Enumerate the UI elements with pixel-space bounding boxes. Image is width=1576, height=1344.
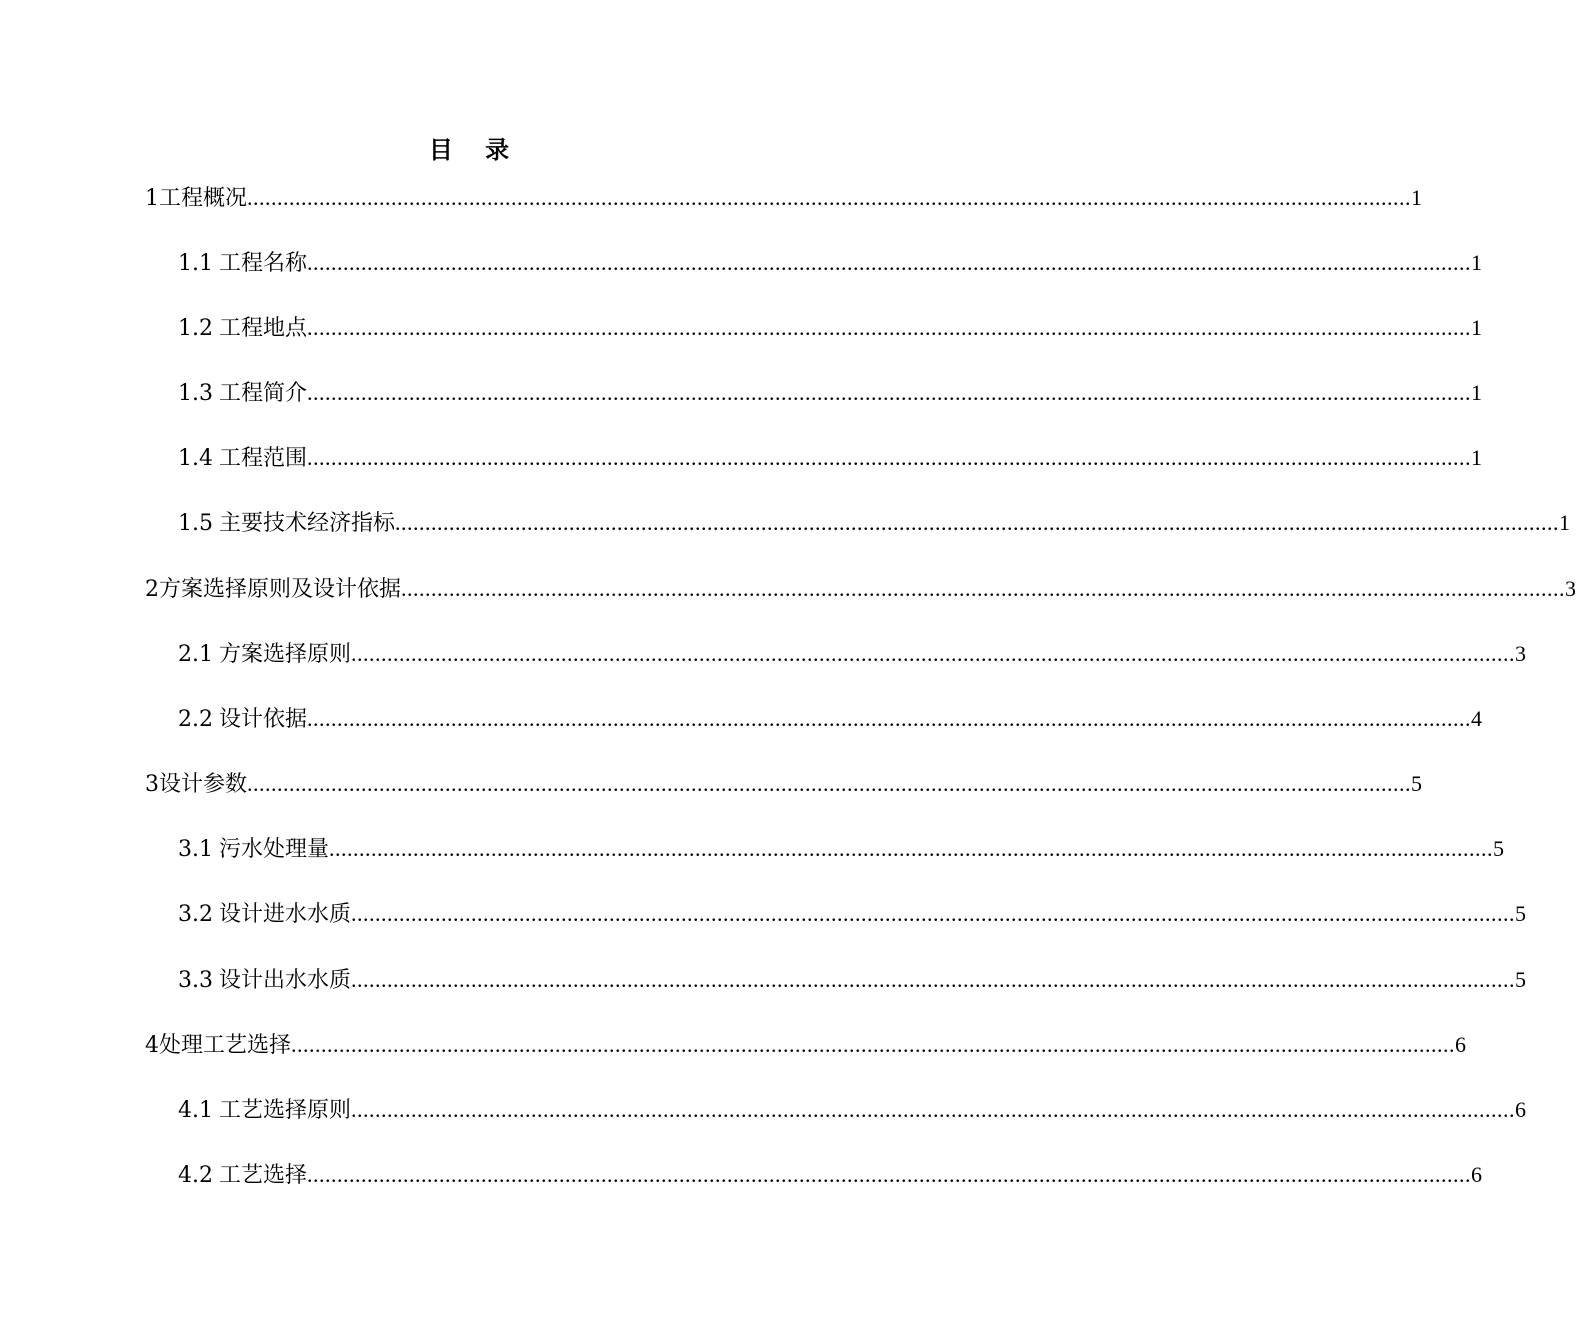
toc-dot-leader: ..................................................................................................................................................................................................: [307, 380, 1472, 405]
toc-entry-page: 5: [1493, 836, 1505, 861]
toc-entry-title: 主要技术经济指标: [219, 511, 396, 536]
toc-dot-leader: ..................................................................................................................................................................................................: [307, 315, 1472, 340]
toc-dot-leader: ..................................................................................................................................................................................................: [307, 706, 1472, 731]
toc-entry[interactable]: [145, 1025, 1467, 1065]
toc-entry[interactable]: [178, 503, 1571, 543]
toc-entry[interactable]: [145, 178, 1423, 218]
toc-entry-page: 1: [1559, 510, 1571, 535]
toc-entry-number: 3.2: [178, 902, 213, 927]
toc-entry[interactable]: [178, 243, 1483, 283]
toc-dot-leader: ..................................................................................................................................................................................................: [395, 510, 1560, 535]
toc-entry-page: 1: [1471, 380, 1483, 405]
toc-entry-title: 设计参数: [159, 772, 248, 797]
toc-entry[interactable]: [178, 699, 1483, 739]
toc-entry[interactable]: [178, 829, 1505, 869]
toc-entry-number: 1.3: [178, 381, 213, 406]
toc-entry-title: 工程名称: [219, 251, 308, 276]
toc-entry-number: 3: [145, 772, 159, 797]
toc-entry-number: 1.1: [178, 251, 213, 276]
toc-entry-title: 工程范围: [219, 446, 308, 471]
toc-entry-number: 2: [145, 577, 159, 602]
toc-dot-leader: ..................................................................................................................................................................................................: [351, 1097, 1516, 1122]
toc-entry-page: 1: [1471, 445, 1483, 470]
toc-dot-leader: ..................................................................................................................................................................................................: [329, 836, 1494, 861]
toc-dot-leader: ..................................................................................................................................................................................................: [351, 901, 1516, 926]
toc-entry-page: 5: [1515, 967, 1527, 992]
toc-entry-number: 2.1: [178, 642, 213, 667]
toc-entry[interactable]: [178, 1155, 1483, 1195]
toc-entry-title: 设计进水水质: [219, 902, 352, 927]
toc-entry[interactable]: [178, 960, 1527, 1000]
toc-dot-leader: ..................................................................................................................................................................................................: [401, 576, 1566, 601]
toc-entry-page: 5: [1411, 771, 1423, 796]
toc-entry-page: 6: [1515, 1097, 1527, 1122]
toc-entry-title: 污水处理量: [219, 837, 330, 862]
toc-entry[interactable]: [178, 894, 1527, 934]
toc-entry-number: 4.1: [178, 1098, 213, 1123]
toc-entry-title: 方案选择原则及设计依据: [159, 577, 402, 602]
toc-dot-leader: ..................................................................................................................................................................................................: [351, 967, 1516, 992]
toc-entry[interactable]: [178, 1090, 1527, 1130]
toc-entry-number: 1.4: [178, 446, 213, 471]
toc-dot-leader: ..................................................................................................................................................................................................: [307, 1162, 1472, 1187]
toc-dot-leader: ..................................................................................................................................................................................................: [291, 1032, 1456, 1057]
toc-entry-number: 3.1: [178, 837, 213, 862]
toc-entry-number: 1.5: [178, 511, 213, 536]
toc-entry-title: 设计出水水质: [219, 968, 352, 993]
toc-entry-number: 1.2: [178, 316, 213, 341]
toc-dot-leader: ..................................................................................................................................................................................................: [247, 771, 1412, 796]
toc-entry-title: 工程地点: [219, 316, 308, 341]
toc-entry[interactable]: [178, 438, 1483, 478]
toc-entry-title: 工艺选择原则: [219, 1098, 352, 1123]
toc-title: 目 录: [428, 135, 522, 164]
toc-entry-page: 1: [1471, 250, 1483, 275]
toc-dot-leader: ..................................................................................................................................................................................................: [351, 641, 1516, 666]
toc-entry[interactable]: [178, 373, 1483, 413]
toc-entry-title: 处理工艺选择: [159, 1033, 292, 1058]
toc-entry-number: 4.2: [178, 1163, 213, 1188]
toc-entry[interactable]: [178, 634, 1527, 674]
toc-dot-leader: ..................................................................................................................................................................................................: [247, 185, 1412, 210]
toc-entry-title: 工艺选择: [219, 1163, 308, 1188]
toc-entry-number: 4: [145, 1033, 159, 1058]
toc-entry-page: 6: [1471, 1162, 1483, 1187]
toc-entry-number: 1: [145, 186, 159, 211]
toc-entry-title: 工程简介: [219, 381, 308, 406]
toc-entry[interactable]: [145, 569, 1576, 609]
toc-dot-leader: ..................................................................................................................................................................................................: [307, 250, 1472, 275]
toc-entry-title: 工程概况: [159, 186, 248, 211]
toc-entry-title: 方案选择原则: [219, 642, 352, 667]
toc-entry-page: 1: [1411, 185, 1423, 210]
toc-entry-page: 3: [1515, 641, 1527, 666]
toc-entry-page: 3: [1565, 576, 1576, 601]
toc-entry[interactable]: [178, 308, 1483, 348]
toc-entry[interactable]: [145, 764, 1423, 804]
toc-entry-title: 设计依据: [219, 707, 308, 732]
toc-dot-leader: ..................................................................................................................................................................................................: [307, 445, 1472, 470]
toc-entry-page: 5: [1515, 901, 1527, 926]
toc-entry-page: 4: [1471, 706, 1483, 731]
toc-entry-number: 3.3: [178, 968, 213, 993]
toc-entry-number: 2.2: [178, 707, 213, 732]
toc-entry-page: 1: [1471, 315, 1483, 340]
toc-entry-page: 6: [1455, 1032, 1467, 1057]
